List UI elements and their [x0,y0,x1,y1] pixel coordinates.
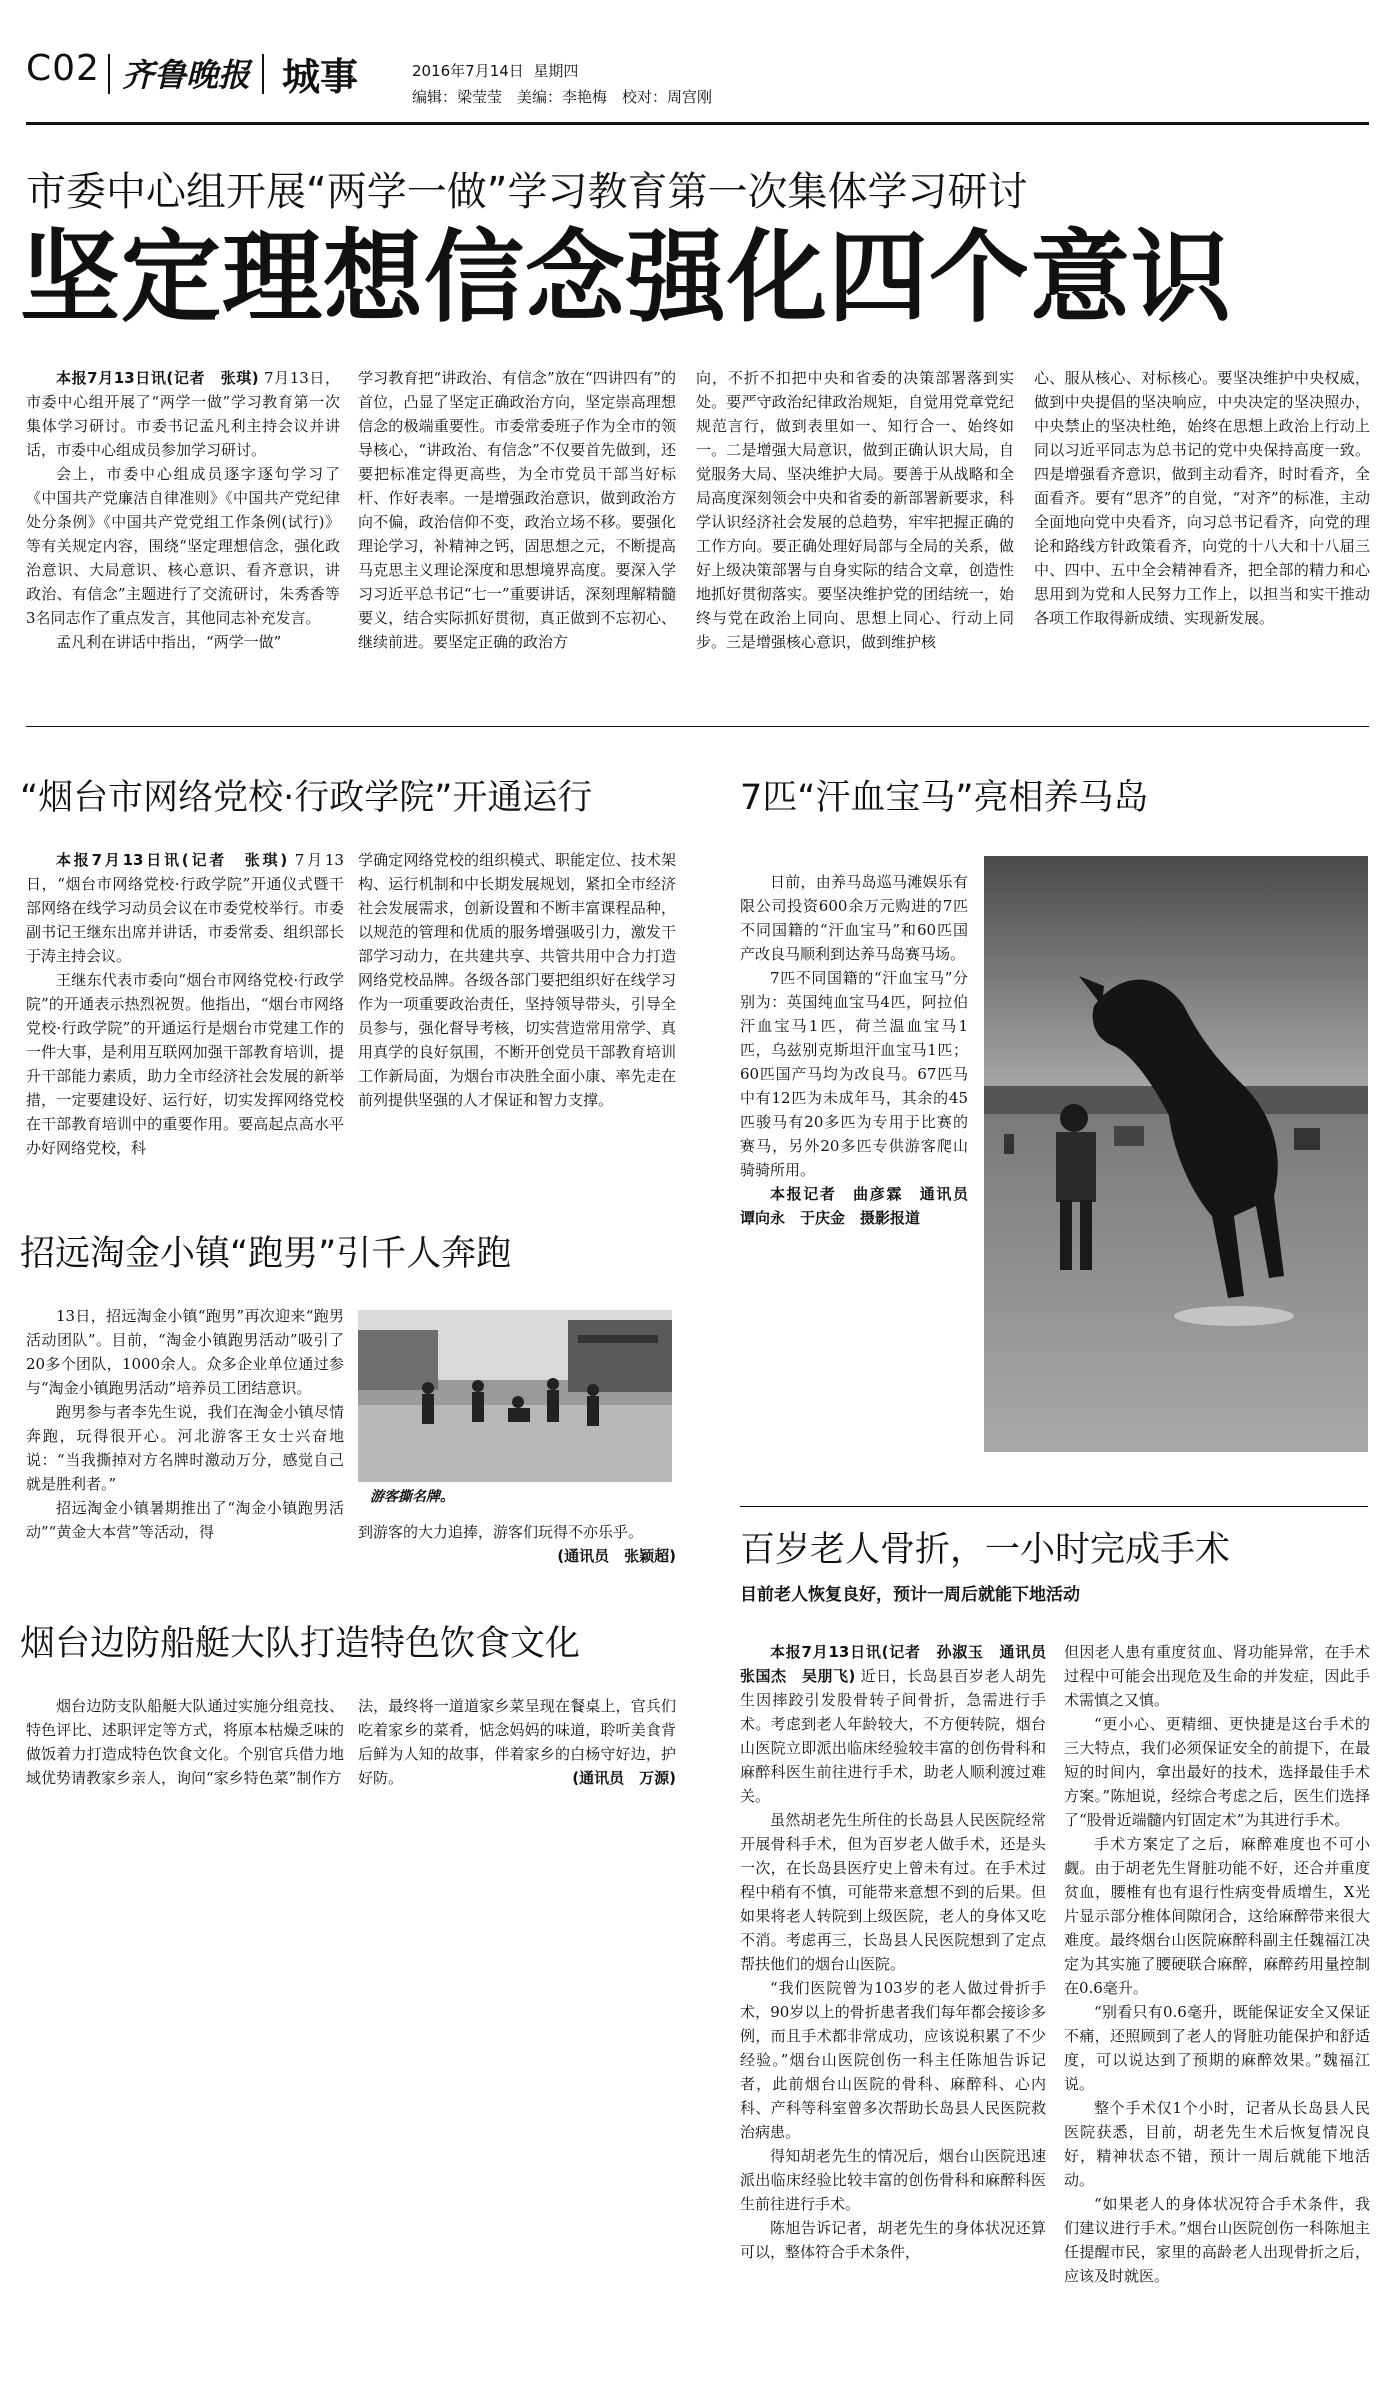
school-column-2 [358,848,676,1184]
lead-col1-para3: 孟凡利在讲话中指出，“两学一做” [56,633,282,651]
lead-column-3 [696,366,1014,694]
gold-col2-text: 到游客的大力追捧，游客们玩得不亦乐乎。 [358,1523,644,1541]
horse-credit: 本报记者 曲彦霖 通讯员 谭向永 于庆金 摄影报道 [740,1185,984,1227]
page-number: C02 [26,48,100,89]
gold-credit: (通讯员 张颖超) [557,1547,676,1565]
school-byline: 本报7月13日讯(记者 张琪) [56,851,288,869]
running-photo [358,1310,672,1482]
gold-title: 招远淘金小镇“跑男”引千人奔跑 [20,1234,512,1274]
elder-col1-text: 近日，长岛县百岁老人胡先生因摔跤引发股骨转子间骨折，急需进行手术。考虑到老人年龄较大，不方便转院，烟台山医院立即派出临床经验较丰富的创伤骨科和麻醉科医生前往进行手术，助老人顺利渡过难关。 [740,1667,1046,1805]
school-col1-para2: 王继东代表市委向“烟台市网络党校·行政学院”的开通表示热烈祝贺。他指出，“烟台市网络党校·行政学院”的开通运行是烟台市党建工作的一件大事，是利用互联网加强干部教育培训，提升干部能力素质，助力全市经济社会发展的新举措，一定要建设好、运行好，切实发挥网络党校在干部教育培训中的重要作用。要高起点高水平办好网络党校，科 [26,971,344,1157]
elder-col2-text: 但因老人患有重度贫血、肾功能异常，在手术过程中可能会出现危及生命的并发症，因此手术需慎之又慎。 [1064,1643,1370,1709]
elder-col1-para4: 得知胡老先生的情况后，烟台山医院迅速派出临床经验比较丰富的创伤骨科和麻醉科医生前往进行手术。 [740,2147,1046,2213]
school-col2-text: 学确定网络党校的组织模式、职能定位、技术架构、运行机制和中长期发展规划，紧扣全市经济社会发展需求，创新设置和不断丰富课程品种，以规范的管理和优质的服务增强吸引力，激发干部学习动力，在共建共享、共管共用中合力打造网络党校品牌。各级各部门要把组织好在线学习作为一项重要政治责任，坚持领导带头，引导全员参与，强化督导考核，切实营造常用常学、真用真学的良好氛围，不断开创党员干部教育培训工作新局面，为烟台市决胜全面小康、率先走在前列提供坚强的人才保证和智力支撑。 [358,851,676,1109]
gold-column-1 [26,1304,344,1568]
lead-column-4 [1034,366,1370,694]
issue-date [412,60,578,81]
horse-title: 7匹“汗血宝马”亮相养马岛 [740,778,1149,818]
boat-column-1 [26,1694,344,1814]
gold-col1-para3: 招远淘金小镇暑期推出了“淘金小镇跑男活动”“黄金大本营”等活动，得 [26,1499,344,1541]
gold-col1-para2: 跑男参与者李先生说，我们在淘金小镇尽情奔跑，玩得很开心。河北游客王女士兴奋地说：“当我撕掉对方名牌时激动万分，感觉自己就是胜利者。” [26,1403,344,1493]
lead-col2-text: 学习教育把“讲政治、有信念”放在“四讲四有”的首位，凸显了坚定正确政治方向，坚定崇高理想信念的极端重要性。市委常委班子作为全市的领导核心，“讲政治、有信念”不仅要首先做到，还要把标准定得更高些，为全市党员干部当好标杆、作好表率。一是增强政治意识，做到政治方向不偏，政治信仰不变，政治立场不移。要强化理论学习，补精神之钙，固思想之元，不断提高马克思主义理论深度和思想境界高度。要深入学习习近平总书记“七一”重要讲话，深刻理解精髓要义，结合实际抓好贯彻，真正做到不忘初心、继续前进。要坚定正确的政治方 [358,369,676,651]
lead-col4-text: 心、服从核心、对标核心。要坚决维护中央权威，做到中央提倡的坚决响应，中央决定的坚决照办，中央禁止的坚决杜绝，始终在思想上政治上行动上同以习近平同志为总书记的党中央保持高度一致。四是增强看齐意识，做到主动看齐，时时看齐，全面看齐。要有“思齐”的自觉，“对齐”的标准，主动全面地向党中央看齐，向习总书记看齐，向党的理论和路线方针政策看齐，向党的十八大和十八届三中、四中、五中全会精神看齐，把全部的精力和心思用到为党和人民努力工作上，以担当和实干推动各项工作取得新成绩、实现新发展。 [1034,369,1370,627]
lead-bottom-rule [26,726,1369,727]
lead-kicker: 市委中心组开展“两学一做”学习教育第一次集体学习研讨 [26,169,1028,215]
horse-text [740,870,984,1410]
lead-col1-text: 7月13日，市委中心组开展了“两学一做”学习教育第一次集体学习研讨。市委书记孟凡利主持会议并讲话，市委中心组成员参加学习研讨。 [26,369,340,459]
paper-logo: 齐鲁晚报 [122,56,251,94]
elder-subtitle: 目前老人恢复良好，预计一周后就能下地活动 [740,1585,1080,1605]
horse-para1: 日前，由养马岛巡马滩娱乐有限公司投资600余万元购进的7匹不同国籍的“汗血宝马”和60匹国产改良马顺利到达养马岛赛马场。 [740,873,968,963]
date-text: 2016年7月14日 [412,62,524,80]
lead-byline: 本报7月13日讯(记者 张琪) [56,369,259,387]
lead-column-2 [358,366,676,694]
masthead-divider-1 [108,54,110,94]
elder-col1-para5: 陈旭告诉记者，胡老先生的身体状况还算可以，整体符合手术条件， [740,2219,1046,2261]
lead-col3-text: 向，不折不扣把中央和省委的决策部署落到实处。要严守政治纪律政治规矩，自觉用党章党纪规范言行，做到表里如一、知行合一、始终如一。二是增强大局意识，做到正确认识大局，自觉服务大局、坚决维护大局。要善于从战略和全局高度深刻领会中央和省委的新部署新要求，科学认识经济社会发展的总趋势，牢牢把握正确的工作方向。要正确处理好局部与全局的关系，做好上级决策部署与自身实际的结合文章，创造性地抓好贯彻落实。要坚决维护党的团结统一，始终与党在政治上同向、思想上同心、行动上同步。三是增强核心意识，做到维护核 [696,369,1014,651]
staff-credits: 编辑：梁莹莹 美编：李艳梅 校对：周宫刚 [412,88,713,106]
running-photo-image [358,1310,672,1482]
gold-col1-text: 13日，招远淘金小镇“跑男”再次迎来“跑男活动团队”。目前，“淘金小镇跑男活动”吸引了20多个团队，1000余人。众多企业单位通过参与“淘金小镇跑男活动”培养员工团结意识。 [26,1307,344,1397]
horse-para2: 7匹不同国籍的“汗血宝马”分别为：英国纯血宝马4匹，阿拉伯汗血宝马1匹，荷兰温血宝马1匹，乌兹别克斯坦汗血宝马1匹；60匹国产马均为改良马。67匹马中有12匹为未成年马，其余的45匹骏马有20多匹为专用于比赛的赛马，另外20多匹专供游客爬山骑骑所用。 [740,969,968,1179]
elder-col2-para5: 整个手术仅1个小时，记者从长岛县人民医院获悉，目前，胡老先生术后恢复情况良好，精神状态不错，预计一周后就能下地活动。 [1064,2099,1370,2189]
boat-col2-text: 法，最终将一道道家乡菜呈现在餐桌上，官兵们吃着家乡的菜肴，惦念妈妈的味道，聆听美食背后鲜为人知的故事，伴着家乡的白杨守好边，护好防。 [358,1697,676,1787]
running-photo-caption: 游客撕名牌。 [370,1489,454,1505]
masthead-rule [26,122,1369,125]
horse-photo [984,856,1368,1452]
boat-col1-text: 烟台边防支队船艇大队通过实施分组竞技、特色评比、述职评定等方式，将原本枯燥乏味的做饭着力打造成特色饮食文化。个别官兵借力地域优势请教家乡亲人，询问“家乡特色菜”制作方 [26,1697,344,1787]
school-col1-text: 7月13日，“烟台市网络党校·行政学院”开通仪式暨干部网络在线学习动员会议在市委党校举行。市委副书记王继东出席并讲话，市委常委、组织部长于涛主持会议。 [26,851,344,965]
elder-title: 百岁老人骨折，一小时完成手术 [740,1530,1231,1570]
lead-title: 坚定理想信念强化四个意识 [20,219,1232,336]
elder-col2-para2: “更小心、更精细、更快捷是这台手术的三大特点，我们必须保证安全的前提下，在最短的时间内，拿出最好的技术，选择最佳手术方案。”陈旭说，经综合考虑之后，医生们选择了“股骨近端髓内钉固定术”为其进行手术。 [1064,1715,1370,1829]
lead-col1-para2: 会上，市委中心组成员逐字逐句学习了《中国共产党廉洁自律准则》《中国共产党纪律处分条例》《中国共产党党组工作条例(试行)》等有关规定内容，围绕“坚定理想信念，强化政治意识、大局意识、核心意识、看齐意识，讲政治、有信念”主题进行了交流研讨，朱秀香等3名同志作了重点发言，其他同志补充发言。 [26,465,340,627]
section-name: 城事 [282,55,359,99]
elder-col2-para3: 手术方案定了之后，麻醉难度也不可小觑。由于胡老先生肾脏功能不好，还合并重度贫血，腰椎有也有退行性病变骨质增生，X光片显示部分椎体间隙闭合，这给麻醉带来很大难度。最终烟台山医院麻醉科副主任魏福江决定为其实施了腰硬联合麻醉，麻醉药用量控制在0.6毫升。 [1064,1835,1370,1997]
school-title: “烟台市网络党校·行政学院”开通运行 [20,778,593,818]
elder-byline: 本报7月13日讯(记者 孙淑玉 通讯员 张国杰 吴朋飞) [740,1643,1062,1685]
lead-column-1 [26,366,340,694]
elder-column-2 [1064,1640,1370,2362]
gold-column-2 [358,1520,676,1580]
elder-col2-para6: “如果老人的身体状况符合手术条件，我们建议进行手术。”烟台山医院创伤一科陈旭主任提醒市民，家里的高龄老人出现骨折之后，应该及时就医。 [1064,2195,1370,2285]
elder-top-rule [740,1506,1368,1507]
weekday-text: 星期四 [533,62,579,80]
school-column-1 [26,848,344,1184]
boat-credit: (通讯员 万源) [572,1769,676,1787]
elder-col1-para2: 虽然胡老先生所住的长岛县人民医院经常开展骨科手术，但为百岁老人做手术，还是头一次，在长岛县医疗史上曾未有过。在手术过程中稍有不慎，可能带来意想不到的后果。但如果将老人转院到上级医院，老人的身体又吃不消。考虑再三，长岛县人民医院想到了定点帮扶他们的烟台山医院。 [740,1811,1046,1973]
horse-photo-image [984,856,1368,1452]
elder-column-1 [740,1640,1062,2362]
elder-col2-para4: “别看只有0.6毫升，既能保证安全又保证不痛，还照顾到了老人的肾脏功能保护和舒适度，可以说达到了预期的麻醉效果。”魏福江说。 [1064,2003,1370,2093]
boat-column-2 [358,1694,676,1814]
masthead-divider-2 [262,54,264,94]
boat-title: 烟台边防船艇大队打造特色饮食文化 [20,1624,581,1664]
elder-col1-para3: “我们医院曾为103岁的老人做过骨折手术，90岁以上的骨折患者我们每年都会接诊多例，而且手术都非常成功，应该说积累了不少经验。”烟台山医院创伤一科主任陈旭告诉记者，此前烟台山医院的骨科、麻醉科、心内科、产科等科室曾多次帮助长岛县人民医院救治病患。 [740,1979,1046,2141]
